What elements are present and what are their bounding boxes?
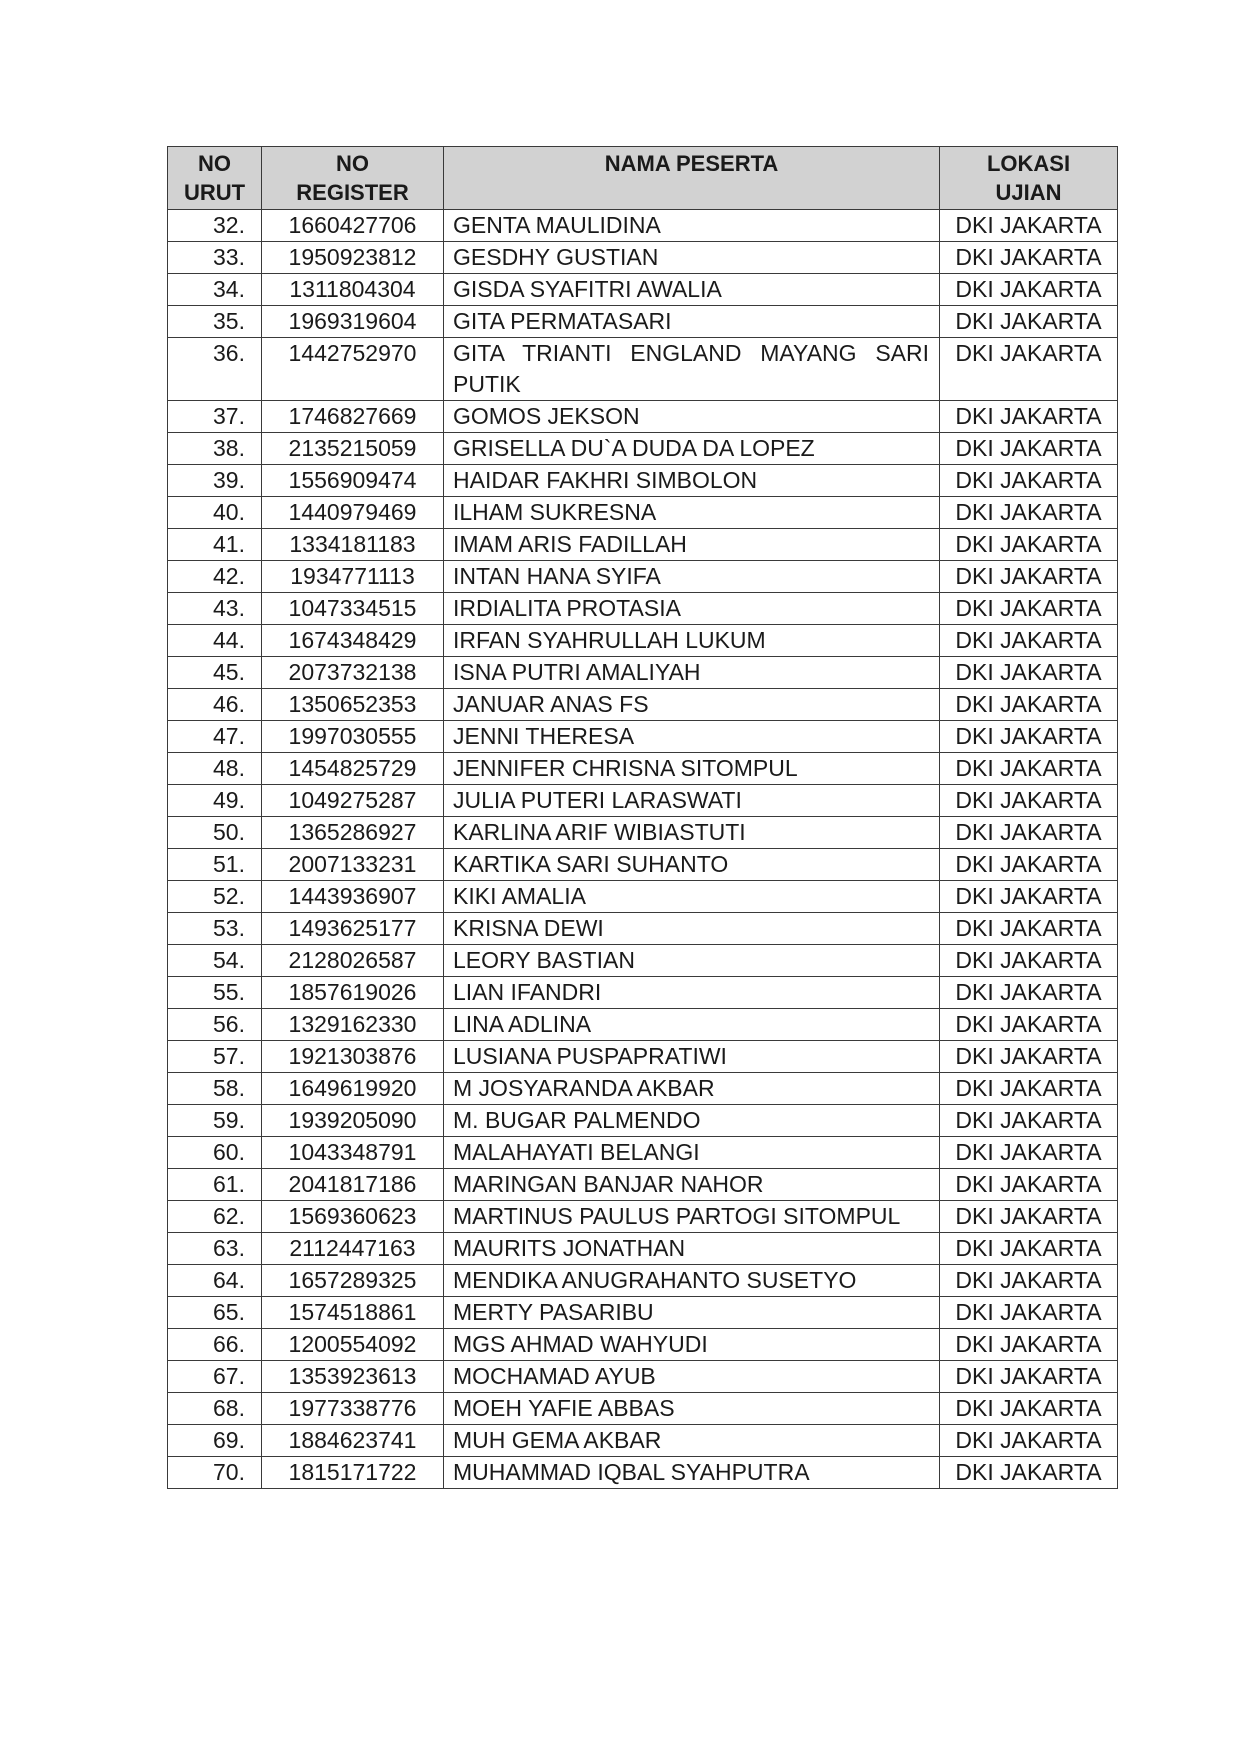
row-no-urut: 40. [168, 497, 262, 529]
row-no-urut: 33. [168, 242, 262, 274]
row-nama-peserta: HAIDAR FAKHRI SIMBOLON [444, 465, 940, 497]
row-no-register: 1200554092 [262, 1329, 444, 1361]
table-row [168, 721, 1118, 753]
row-no-urut: 65. [168, 1297, 262, 1329]
row-no-register: 2135215059 [262, 433, 444, 465]
row-no-register: 1350652353 [262, 689, 444, 721]
row-lokasi-ujian: DKI JAKARTA [940, 401, 1118, 433]
row-no-urut: 59. [168, 1105, 262, 1137]
row-lokasi-ujian: DKI JAKARTA [940, 785, 1118, 817]
row-lokasi-ujian: DKI JAKARTA [940, 1169, 1118, 1201]
header-lokasi-ujian [940, 147, 1118, 210]
row-no-urut: 67. [168, 1361, 262, 1393]
row-no-register: 1657289325 [262, 1265, 444, 1297]
table-row [168, 274, 1118, 306]
row-lokasi-ujian: DKI JAKARTA [940, 721, 1118, 753]
table-row [168, 1457, 1118, 1489]
table-row [168, 338, 1118, 401]
row-lokasi-ujian: DKI JAKARTA [940, 1329, 1118, 1361]
row-no-urut: 37. [168, 401, 262, 433]
row-no-register: 2007133231 [262, 849, 444, 881]
row-lokasi-ujian: DKI JAKARTA [940, 753, 1118, 785]
row-nama-peserta: ILHAM SUKRESNA [444, 497, 940, 529]
table-row [168, 1393, 1118, 1425]
row-nama-peserta: MOEH YAFIE ABBAS [444, 1393, 940, 1425]
row-no-urut: 52. [168, 881, 262, 913]
table-row [168, 465, 1118, 497]
row-no-register: 1047334515 [262, 593, 444, 625]
row-nama-peserta: IMAM ARIS FADILLAH [444, 529, 940, 561]
row-lokasi-ujian: DKI JAKARTA [940, 561, 1118, 593]
table-row [168, 625, 1118, 657]
row-no-register: 1574518861 [262, 1297, 444, 1329]
header-no-urut-line2: URUT [183, 180, 246, 205]
row-nama-peserta: JENNIFER CHRISNA SITOMPUL [444, 753, 940, 785]
row-no-register: 2128026587 [262, 945, 444, 977]
row-nama-peserta: GITA TRIANTI ENGLAND MAYANG SARI PUTIK [444, 338, 940, 401]
row-lokasi-ujian: DKI JAKARTA [940, 689, 1118, 721]
row-nama-peserta: IRFAN SYAHRULLAH LUKUM [444, 625, 940, 657]
row-nama-peserta: JANUAR ANAS FS [444, 689, 940, 721]
row-no-urut: 39. [168, 465, 262, 497]
table-row [168, 1009, 1118, 1041]
row-lokasi-ujian: DKI JAKARTA [940, 913, 1118, 945]
row-no-urut: 61. [168, 1169, 262, 1201]
table-row [168, 785, 1118, 817]
row-lokasi-ujian: DKI JAKARTA [940, 1041, 1118, 1073]
row-lokasi-ujian: DKI JAKARTA [940, 1425, 1118, 1457]
table-body [168, 210, 1118, 1489]
header-lokasi-ujian-line1: LOKASI [986, 151, 1071, 176]
row-lokasi-ujian: DKI JAKARTA [940, 1233, 1118, 1265]
table-row [168, 1425, 1118, 1457]
table-row [168, 849, 1118, 881]
table-row [168, 817, 1118, 849]
row-lokasi-ujian: DKI JAKARTA [940, 1265, 1118, 1297]
row-no-urut: 32. [168, 210, 262, 242]
row-lokasi-ujian: DKI JAKARTA [940, 433, 1118, 465]
table-row [168, 401, 1118, 433]
row-no-urut: 70. [168, 1457, 262, 1489]
row-lokasi-ujian: DKI JAKARTA [940, 242, 1118, 274]
header-row [168, 147, 1118, 210]
row-no-register: 1884623741 [262, 1425, 444, 1457]
row-lokasi-ujian: DKI JAKARTA [940, 1297, 1118, 1329]
table-row [168, 657, 1118, 689]
row-no-urut: 63. [168, 1233, 262, 1265]
participant-table [167, 146, 1118, 1489]
row-no-register: 1977338776 [262, 1393, 444, 1425]
row-no-urut: 58. [168, 1073, 262, 1105]
header-nama-peserta-label: NAMA PESERTA [604, 151, 779, 176]
row-no-register: 2041817186 [262, 1169, 444, 1201]
table-row [168, 753, 1118, 785]
row-no-urut: 44. [168, 625, 262, 657]
row-no-urut: 47. [168, 721, 262, 753]
row-no-urut: 64. [168, 1265, 262, 1297]
table-row [168, 1169, 1118, 1201]
table-row [168, 1105, 1118, 1137]
row-no-urut: 54. [168, 945, 262, 977]
row-nama-peserta: GESDHY GUSTIAN [444, 242, 940, 274]
row-lokasi-ujian: DKI JAKARTA [940, 306, 1118, 338]
header-lokasi-ujian-line2: UJIAN [995, 180, 1062, 205]
row-lokasi-ujian: DKI JAKARTA [940, 657, 1118, 689]
row-nama-peserta: LINA ADLINA [444, 1009, 940, 1041]
row-no-urut: 60. [168, 1137, 262, 1169]
row-no-register: 1857619026 [262, 977, 444, 1009]
row-no-register: 1674348429 [262, 625, 444, 657]
row-nama-peserta: M JOSYARANDA AKBAR [444, 1073, 940, 1105]
row-lokasi-ujian: DKI JAKARTA [940, 593, 1118, 625]
row-nama-peserta: GRISELLA DU`A DUDA DA LOPEZ [444, 433, 940, 465]
row-no-urut: 42. [168, 561, 262, 593]
table-row [168, 1137, 1118, 1169]
row-no-register: 1442752970 [262, 338, 444, 401]
row-lokasi-ujian: DKI JAKARTA [940, 1105, 1118, 1137]
row-no-urut: 35. [168, 306, 262, 338]
row-no-register: 1049275287 [262, 785, 444, 817]
row-nama-peserta: KRISNA DEWI [444, 913, 940, 945]
row-no-urut: 46. [168, 689, 262, 721]
row-no-urut: 62. [168, 1201, 262, 1233]
row-lokasi-ujian: DKI JAKARTA [940, 1009, 1118, 1041]
row-no-register: 1454825729 [262, 753, 444, 785]
table-row [168, 1201, 1118, 1233]
row-no-urut: 68. [168, 1393, 262, 1425]
row-lokasi-ujian: DKI JAKARTA [940, 1393, 1118, 1425]
row-no-register: 1649619920 [262, 1073, 444, 1105]
row-nama-peserta: KIKI AMALIA [444, 881, 940, 913]
table-row [168, 433, 1118, 465]
row-no-urut: 41. [168, 529, 262, 561]
row-no-register: 1569360623 [262, 1201, 444, 1233]
row-nama-peserta: JENNI THERESA [444, 721, 940, 753]
table-row [168, 497, 1118, 529]
row-no-register: 1939205090 [262, 1105, 444, 1137]
table-row [168, 1041, 1118, 1073]
table-row [168, 529, 1118, 561]
table-row [168, 242, 1118, 274]
row-no-register: 2073732138 [262, 657, 444, 689]
row-no-register: 1997030555 [262, 721, 444, 753]
row-lokasi-ujian: DKI JAKARTA [940, 274, 1118, 306]
row-no-register: 1493625177 [262, 913, 444, 945]
header-nama-peserta [444, 147, 940, 210]
header-no-register-line2: REGISTER [296, 180, 409, 205]
row-lokasi-ujian: DKI JAKARTA [940, 625, 1118, 657]
table-row [168, 913, 1118, 945]
row-no-register: 1043348791 [262, 1137, 444, 1169]
row-lokasi-ujian: DKI JAKARTA [940, 210, 1118, 242]
row-no-register: 1329162330 [262, 1009, 444, 1041]
row-nama-peserta: GENTA MAULIDINA [444, 210, 940, 242]
row-no-urut: 55. [168, 977, 262, 1009]
row-lokasi-ujian: DKI JAKARTA [940, 881, 1118, 913]
row-no-urut: 56. [168, 1009, 262, 1041]
table-row [168, 1265, 1118, 1297]
table-row [168, 593, 1118, 625]
row-nama-peserta: LUSIANA PUSPAPRATIWI [444, 1041, 940, 1073]
row-lokasi-ujian: DKI JAKARTA [940, 497, 1118, 529]
row-lokasi-ujian: DKI JAKARTA [940, 977, 1118, 1009]
table-row [168, 1233, 1118, 1265]
table-row [168, 210, 1118, 242]
row-no-register: 1950923812 [262, 242, 444, 274]
row-nama-peserta: MERTY PASARIBU [444, 1297, 940, 1329]
row-nama-peserta: INTAN HANA SYIFA [444, 561, 940, 593]
row-no-register: 1556909474 [262, 465, 444, 497]
row-no-urut: 34. [168, 274, 262, 306]
table-header [168, 147, 1118, 210]
header-no-register-line1: NO [336, 151, 369, 176]
row-nama-peserta: ISNA PUTRI AMALIYAH [444, 657, 940, 689]
row-nama-peserta: MGS AHMAD WAHYUDI [444, 1329, 940, 1361]
row-no-register: 1934771113 [262, 561, 444, 593]
table-row [168, 561, 1118, 593]
table-row [168, 1329, 1118, 1361]
row-lokasi-ujian: DKI JAKARTA [940, 338, 1118, 401]
row-no-urut: 45. [168, 657, 262, 689]
row-nama-peserta: GISDA SYAFITRI AWALIA [444, 274, 940, 306]
row-nama-peserta: MARINGAN BANJAR NAHOR [444, 1169, 940, 1201]
row-nama-peserta: MUHAMMAD IQBAL SYAHPUTRA [444, 1457, 940, 1489]
row-no-register: 1746827669 [262, 401, 444, 433]
row-lokasi-ujian: DKI JAKARTA [940, 1201, 1118, 1233]
row-no-register: 1815171722 [262, 1457, 444, 1489]
row-lokasi-ujian: DKI JAKARTA [940, 1073, 1118, 1105]
row-no-urut: 36. [168, 338, 262, 401]
row-nama-peserta: IRDIALITA PROTASIA [444, 593, 940, 625]
row-lokasi-ujian: DKI JAKARTA [940, 849, 1118, 881]
row-no-register: 1440979469 [262, 497, 444, 529]
row-nama-peserta: MENDIKA ANUGRAHANTO SUSETYO [444, 1265, 940, 1297]
row-no-urut: 66. [168, 1329, 262, 1361]
row-nama-peserta: KARTIKA SARI SUHANTO [444, 849, 940, 881]
table-row [168, 1073, 1118, 1105]
row-lokasi-ujian: DKI JAKARTA [940, 1361, 1118, 1393]
row-no-register: 1660427706 [262, 210, 444, 242]
row-no-urut: 48. [168, 753, 262, 785]
table-row [168, 1297, 1118, 1329]
row-lokasi-ujian: DKI JAKARTA [940, 1457, 1118, 1489]
row-nama-peserta: LEORY BASTIAN [444, 945, 940, 977]
row-lokasi-ujian: DKI JAKARTA [940, 465, 1118, 497]
row-nama-peserta: MALAHAYATI BELANGI [444, 1137, 940, 1169]
row-nama-peserta: MOCHAMAD AYUB [444, 1361, 940, 1393]
header-no-register [262, 147, 444, 210]
row-no-urut: 43. [168, 593, 262, 625]
row-lokasi-ujian: DKI JAKARTA [940, 945, 1118, 977]
row-lokasi-ujian: DKI JAKARTA [940, 817, 1118, 849]
row-no-register: 1353923613 [262, 1361, 444, 1393]
table-row [168, 306, 1118, 338]
row-nama-peserta: JULIA PUTERI LARASWATI [444, 785, 940, 817]
table-row [168, 977, 1118, 1009]
row-no-urut: 51. [168, 849, 262, 881]
row-no-register: 1921303876 [262, 1041, 444, 1073]
row-nama-peserta: MUH GEMA AKBAR [444, 1425, 940, 1457]
row-nama-peserta: MAURITS JONATHAN [444, 1233, 940, 1265]
table-row [168, 689, 1118, 721]
header-no-urut-line1: NO [198, 151, 231, 176]
row-nama-peserta: KARLINA ARIF WIBIASTUTI [444, 817, 940, 849]
table-row [168, 945, 1118, 977]
row-no-register: 1311804304 [262, 274, 444, 306]
row-no-register: 1334181183 [262, 529, 444, 561]
row-no-register: 1443936907 [262, 881, 444, 913]
table-row [168, 1361, 1118, 1393]
row-lokasi-ujian: DKI JAKARTA [940, 529, 1118, 561]
row-nama-peserta: MARTINUS PAULUS PARTOGI SITOMPUL [444, 1201, 940, 1233]
row-nama-peserta: LIAN IFANDRI [444, 977, 940, 1009]
row-no-urut: 38. [168, 433, 262, 465]
row-no-urut: 57. [168, 1041, 262, 1073]
row-nama-peserta: GOMOS JEKSON [444, 401, 940, 433]
row-nama-peserta: GITA PERMATASARI [444, 306, 940, 338]
row-no-urut: 69. [168, 1425, 262, 1457]
table-row [168, 881, 1118, 913]
row-no-urut: 50. [168, 817, 262, 849]
row-no-register: 1969319604 [262, 306, 444, 338]
row-no-register: 1365286927 [262, 817, 444, 849]
row-no-register: 2112447163 [262, 1233, 444, 1265]
row-nama-peserta: M. BUGAR PALMENDO [444, 1105, 940, 1137]
row-no-urut: 53. [168, 913, 262, 945]
row-lokasi-ujian: DKI JAKARTA [940, 1137, 1118, 1169]
row-no-urut: 49. [168, 785, 262, 817]
header-no-urut [168, 147, 262, 210]
